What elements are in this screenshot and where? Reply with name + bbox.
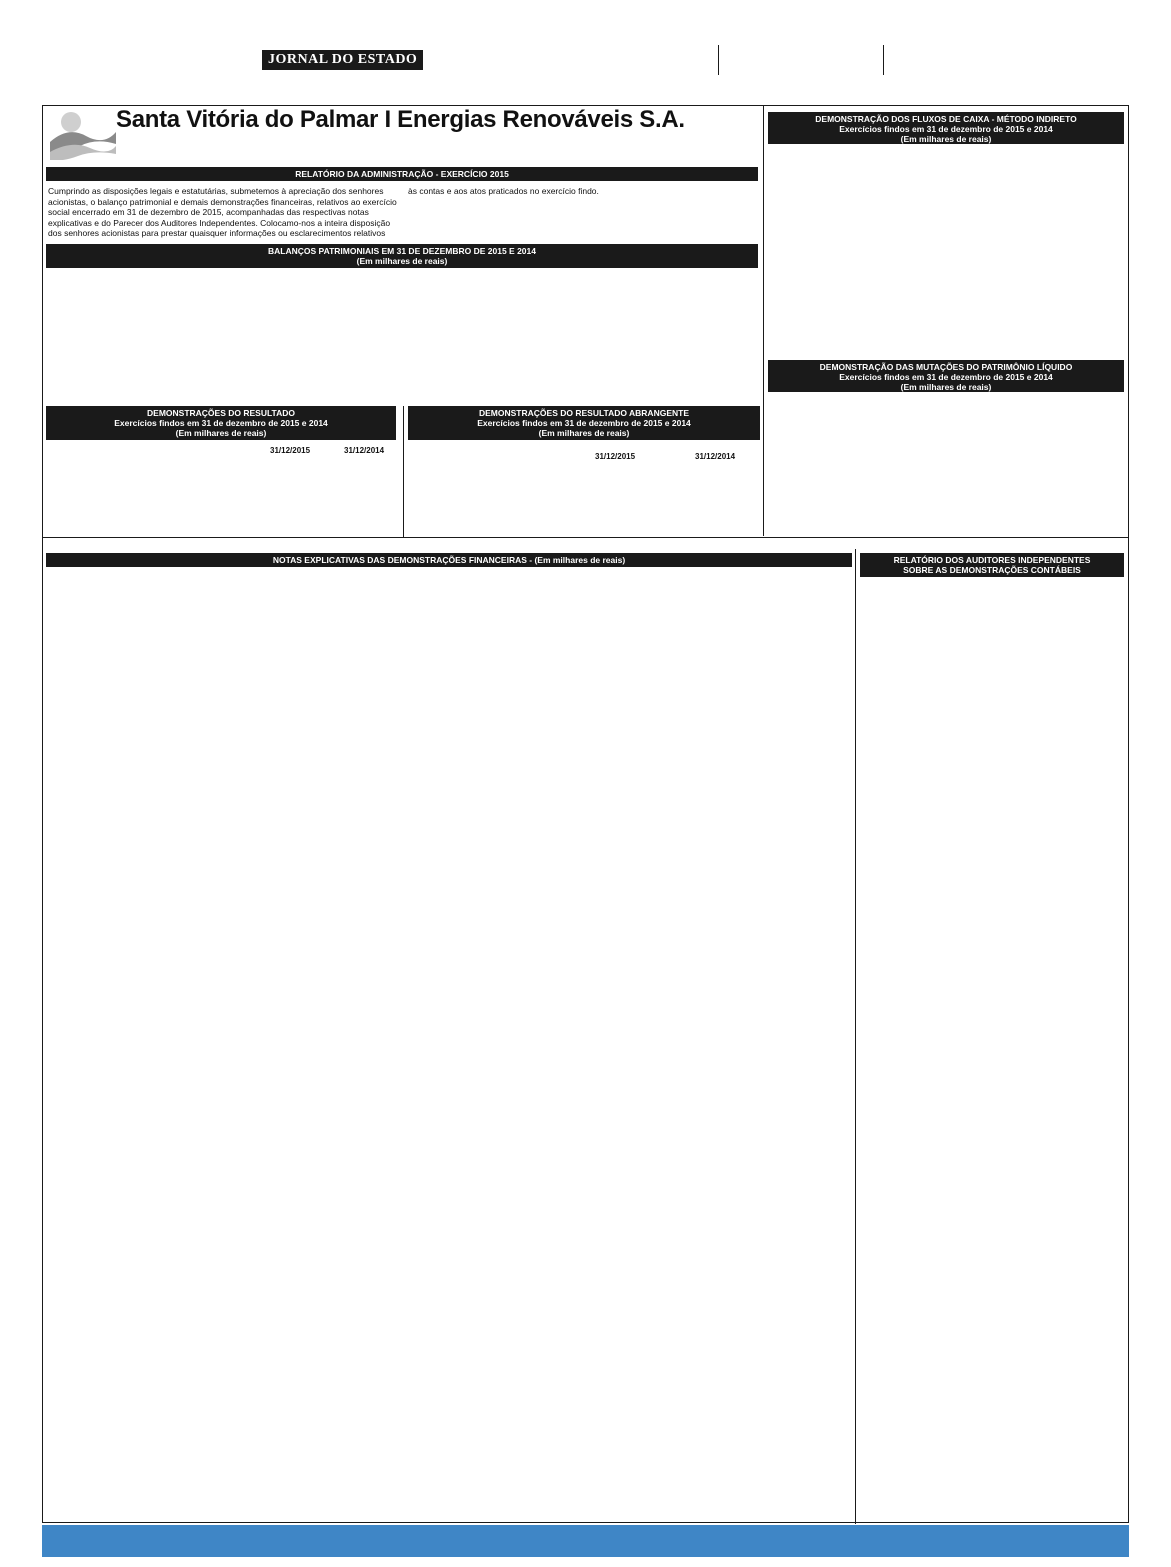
notes-column-1 — [48, 572, 311, 1520]
balance-sheet-unit: (Em milhares de reais) — [356, 256, 448, 266]
comprehensive-income-footnote — [410, 527, 760, 536]
cash-flow-unit: (Em milhares de reais) — [900, 134, 992, 144]
comprehensive-income-unit: (Em milhares de reais) — [538, 428, 630, 438]
company-logo — [50, 108, 116, 160]
company-name: Santa Vitória do Palmar I Energias Renováveis S.A. — [116, 106, 685, 133]
balance-sheet-assets — [48, 272, 402, 384]
statement-divider — [403, 406, 404, 537]
equity-changes-subtitle: Exercícios findos em 31 de dezembro de 2015 e 2014 — [839, 372, 1053, 382]
income-statement-col-2014: 31/12/2014 — [344, 446, 385, 455]
newspaper-masthead — [0, 0, 1171, 80]
comprehensive-income-subtitle: Exercícios findos em 31 de dezembro de 2015 e 2014 — [477, 418, 691, 428]
equity-changes-title-bar — [768, 360, 1124, 392]
masthead-rule — [360, 64, 374, 65]
income-statement-rows — [48, 458, 398, 522]
comprehensive-income-title-bar — [408, 406, 760, 440]
newspaper-logo: JORNAL DO ESTADO — [262, 50, 423, 70]
income-statement-unit: (Em milhares de reais) — [175, 428, 267, 438]
equity-changes-title: DEMONSTRAÇÃO DAS MUTAÇÕES DO PATRIMÔNIO LÍQUIDO — [819, 362, 1073, 372]
comprehensive-income-rows — [410, 464, 760, 522]
comprehensive-income-col-2014: 31/12/2014 — [695, 452, 736, 461]
admin-report-title: RELATÓRIO DA ADMINISTRAÇÃO - EXERCÍCIO 2015 — [295, 169, 509, 179]
income-statement-footnote — [48, 527, 398, 536]
balance-sheet-title-bar — [46, 244, 758, 268]
auditors-report-title-2: SOBRE AS DEMONSTRAÇÕES CONTÁBEIS — [903, 565, 1081, 575]
balance-sheet-liabilities — [410, 272, 760, 384]
auditors-column-divider — [855, 549, 856, 1524]
income-statement-title: DEMONSTRAÇÕES DO RESULTADO — [147, 408, 295, 418]
admin-report-closing: às contas e aos atos praticados no exercício findo. — [408, 186, 599, 196]
comprehensive-income-title: DEMONSTRAÇÕES DO RESULTADO ABRANGENTE — [479, 408, 689, 418]
notes-column-2 — [317, 572, 585, 1520]
equity-changes-footnote — [770, 527, 1126, 536]
notes-title-bar — [46, 553, 852, 567]
cash-flow-subtitle: Exercícios findos em 31 de dezembro de 2015 e 2014 — [839, 124, 1053, 134]
equity-changes-unit: (Em milhares de reais) — [900, 382, 992, 392]
footer-band — [42, 1525, 1129, 1557]
cash-flow-title-bar — [768, 112, 1124, 144]
masthead-divider — [718, 45, 719, 75]
cash-flow-footnote — [770, 350, 1126, 360]
auditors-report-title: RELATÓRIO DOS AUDITORES INDEPENDENTES — [893, 555, 1091, 565]
income-statement-col-2015: 31/12/2015 — [270, 446, 311, 455]
admin-report-title-bar — [46, 167, 758, 181]
right-column-divider — [763, 106, 764, 536]
balance-sheet-footnote — [48, 390, 760, 400]
cash-flow-rows — [770, 146, 1126, 346]
notes-title: NOTAS EXPLICATIVAS DAS DEMONSTRAÇÕES FINANCEIRAS - (Em milhares de reais) — [272, 555, 626, 565]
equity-changes-table — [770, 394, 1126, 522]
comprehensive-income-col-2015: 31/12/2015 — [595, 452, 636, 461]
auditors-report-title-bar — [860, 553, 1124, 577]
admin-report-signatures — [408, 207, 760, 241]
notes-column-3 — [590, 572, 852, 1520]
admin-report-intro: Cumprindo as disposições legais e estatutárias, submetemos à apreciação dos senhores acionistas, o balanço patrimonial e demais demonstrações financeiras, relativos ao exercício social encerrado em 31 de dezembro de 2015, acompanhadas das respectivas notas explicativas e do Parecer dos Auditores Independentes. Colocamo-nos a inteira disposição dos senhores acionistas para prestar quaisquer informações ou esclarecimentos relativos — [48, 186, 397, 238]
income-statement-subtitle: Exercícios findos em 31 de dezembro de 2015 e 2014 — [114, 418, 328, 428]
section-divider — [43, 537, 1128, 538]
auditors-report-body — [862, 582, 1124, 1520]
cash-flow-title: DEMONSTRAÇÃO DOS FLUXOS DE CAIXA - MÉTODO INDIRETO — [815, 114, 1077, 124]
balance-sheet-title: BALANÇOS PATRIMONIAIS EM 31 DE DEZEMBRO DE 2015 E 2014 — [268, 246, 536, 256]
income-statement-title-bar — [46, 406, 396, 440]
masthead-divider — [883, 45, 884, 75]
